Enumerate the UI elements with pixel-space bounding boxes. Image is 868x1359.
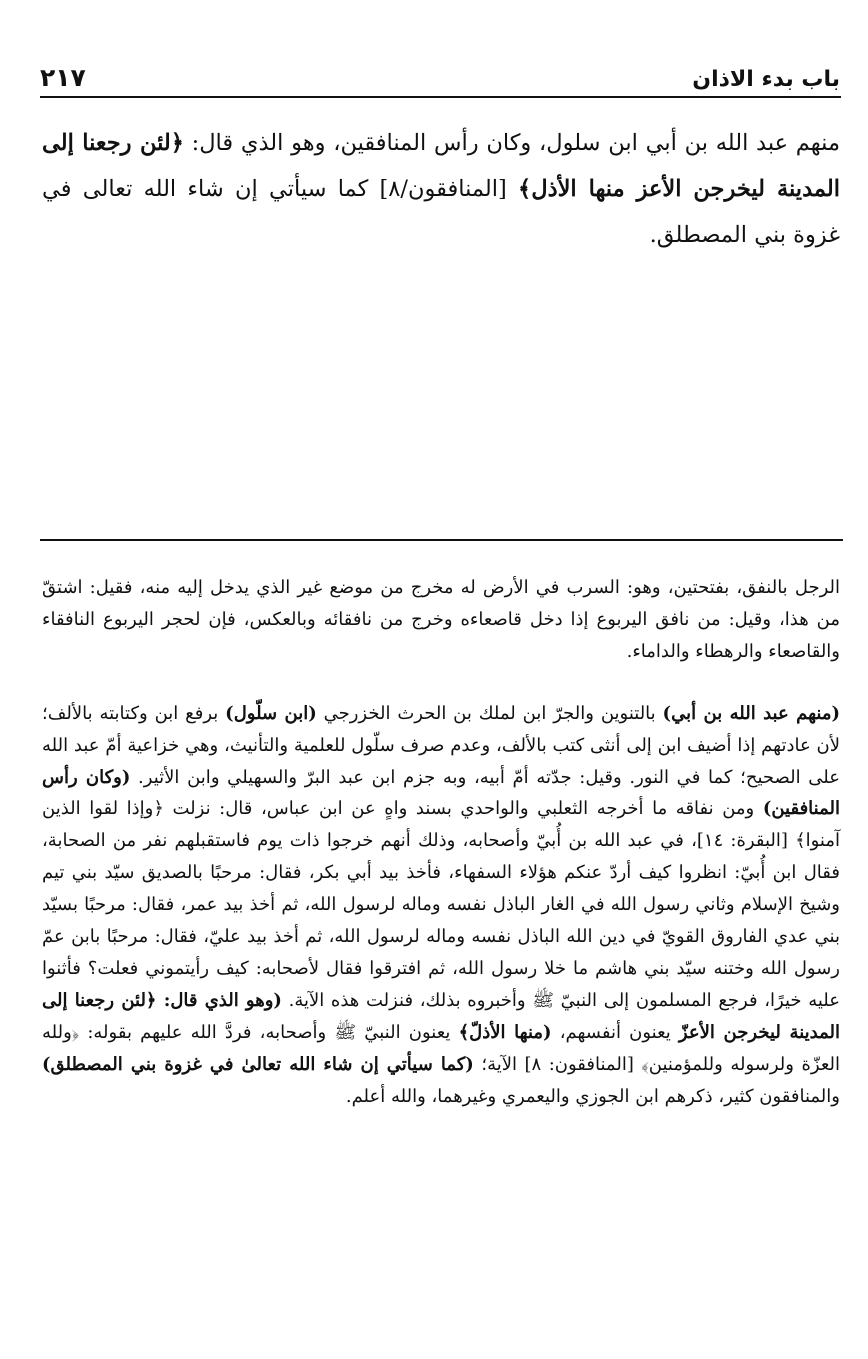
commentary-text: يعنون النبيّ ﷺ وأصحابه، فردَّ الله عليهم بقوله: [79, 1021, 459, 1043]
chapter-title: باب بدء الاذان [692, 67, 840, 92]
main-text-part: [المنافقون/٨] كما سيأتي إن شاء الله تعالى في غزوة بني المصطلق. [42, 176, 840, 248]
page-header [40, 48, 840, 92]
main-paragraph [42, 120, 840, 258]
commentary-text: ومن نفاقه ما أخرجه الثعلبي والواحدي بسند واهٍ عن ابن عباس، قال: نزلت [163, 798, 763, 820]
main-text-part: منهم عبد الله بن أبي ابن سلول، وكان رأس المنافقين، وهو الذي قال: [183, 130, 840, 156]
commentary-text: بالتنوين والجرّ ابن لملك بن الحرث الخزرجي [316, 702, 663, 724]
page-number: ٢١٧ [40, 63, 86, 92]
commentary-text: [البقرة: ١٤]، في عبد الله بن أُبيّ وأصحابه، وذلك أنهم خرجوا ذات يوم فاستقبلهم نفر من الصحابة، فقال ابن أُبيّ: انظروا كيف أردّ عنكم هؤلاء السفهاء، فأخذ بيد أبي بكر، فقال: مرحبًا بالصديق سيّد بني تيم وشيخ الإسلام وثاني رسول الله في الغار الباذل نفسه وماله لرسول الله، ثم أخذ بيد عمر، فقال: مرحبًا بسيّد بني عدي الفاروق القويّ في دين الله الباذل نفسه وماله لرسول الله، ثم أخذ بيد عليّ، فقال: مرحبًا بابن عمّ رسول الله وختنه سيّد بني هاشم ما خلا رسول الله، ثم افترقوا فقال لأصحابه: كيف رأيتموني فعلت؟ فأثنوا عليه خيرًا، فرجع المسلمون إلى النبيّ ﷺ وأخبروه بذلك، فنزلت هذه الآية. [42, 830, 840, 1011]
bold-lemma: (ابن سلّول) [225, 702, 317, 724]
bold-lemma: (كما سيأتي إن شاء الله تعالىٰ في غزوة بني المصطلق) [42, 1053, 474, 1075]
footnotes [42, 572, 840, 1113]
bold-lemma: (منها الأذلّ﴾ [458, 1021, 552, 1043]
footnote-paragraph: الرجل بالنفق، بفتحتين، وهو: السرب في الأرض له مخرج من موضع غير الذي يدخل إليه منه، فقيل: اشتقّ من هذا، وقيل: من نافق اليربوع إذا دخل قاصعاءه وخرج من نافقائه وبالعكس، فإن لحجر اليربوع النافقاء والقاصعاء والرهطاء والداماء. [42, 577, 840, 662]
quran-quote: ﴿لئن رجعنا إلى المدينة ليخرجن الأعز منها الأذل﴾ [42, 130, 840, 202]
commentary-text: برفع ابن وكتابته بالألف؛ لأن عادتهم إذا أضيف ابن إلى أنثى كتب بالألف، وعدم صرف سلّول للعلمية والتأنيث، وهي خزاعية أمّ عبد الله على الصحيح؛ كما في النور. وقيل: جدّته أمّ أبيه، وبه جزم ابن عبد البرّ والسهيلي وابن الأثير. [42, 702, 840, 788]
bold-lemma: (منهم عبد الله بن أبي) [662, 702, 841, 724]
commentary-text: والمنافقون كثير، ذكرهم ابن الجوزي واليعمري وغيرهما، والله أعلم. [345, 1085, 840, 1107]
commentary-paragraph [42, 698, 840, 1113]
bold-lemma: (وكان رأس المنافقين) [42, 766, 840, 820]
quran-quote: ﴿لئن رجعنا إلى المدينة ليخرجن الأعزّ [42, 989, 840, 1043]
bold-lemma: (وهو الذي قال: [156, 989, 282, 1011]
footnote-separator [40, 539, 843, 541]
header-rule [40, 96, 841, 98]
quran-quote: ﴿ولله العزّة ولرسوله وللمؤمنين﴾ [42, 1021, 840, 1075]
main-text [42, 120, 840, 258]
commentary-text: [المنافقون: ٨] الآية؛ [473, 1053, 642, 1075]
paragraph-gap [42, 668, 840, 698]
commentary-text: يعنون أنفسهم، [551, 1021, 679, 1043]
quran-quote: ﴿وإذا لقوا الذين آمنوا﴾ [42, 798, 840, 852]
